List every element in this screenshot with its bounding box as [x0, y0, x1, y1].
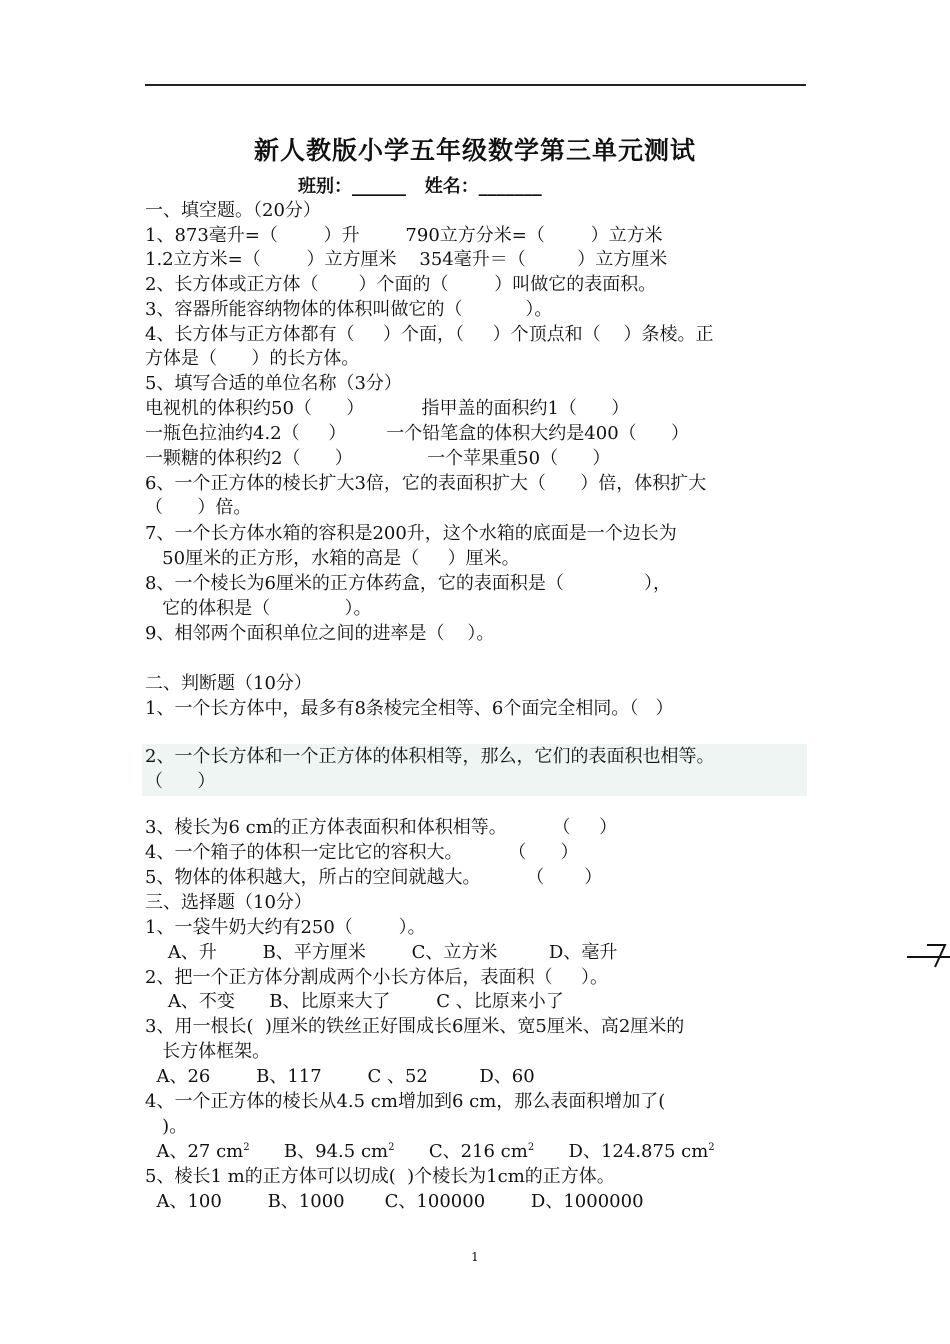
- judge-5: 5、物体的体积越大，所占的空间就越大。 （ ）: [145, 867, 603, 888]
- question-7b: 50厘米的正方形，水箱的高是（ ）厘米。: [145, 548, 520, 569]
- choice-5: 5、棱长1 m的正方体可以切成( )个棱长为1cm的正方体。: [145, 1166, 615, 1187]
- question-2: 2、长方体或正方体（ ）个面的（ ）叫做它的表面积。: [145, 274, 657, 295]
- question-1b: 1.2立方米=（ ）立方厘米 354毫升＝（ ）立方厘米: [145, 249, 668, 270]
- option-b: B、94.5 cm: [249, 1141, 389, 1162]
- choice-2-options: A、不变 B、比原来大了 C 、比原来小了: [145, 991, 564, 1012]
- superscript: 2: [388, 1142, 395, 1153]
- question-5: 5、填写合适的单位名称（3分）: [145, 373, 402, 394]
- question-8b: 它的体积是（ ）。: [145, 598, 372, 619]
- choice-4a: 4、一个正方体的棱长从4.5 cm增加到6 cm，那么表面积增加了(: [145, 1091, 666, 1112]
- choice-3-options: A、26 B、117 C 、52 D、60: [145, 1066, 535, 1087]
- question-8a: 8、一个棱长为6厘米的正方体药盒，它的表面积是（ ），: [145, 573, 672, 594]
- option-a: A、27 cm: [145, 1141, 244, 1162]
- choice-2: 2、把一个正方体分割成两个小长方体后，表面积（ ）。: [145, 967, 609, 988]
- question-5c: 一颗糖的体积约2（ ） 一个苹果重50（ ）: [145, 448, 611, 469]
- question-7a: 7、一个长方体水箱的容积是200升，这个水箱的底面是一个边长为: [145, 523, 677, 544]
- question-4a: 4、长方体与正方体都有（ ）个面，（ ）个顶点和（ ）条棱。正: [145, 324, 714, 345]
- choice-1: 1、一袋牛奶大约有250（ ）。: [145, 917, 426, 938]
- choice-4-options: [145, 1140, 715, 1164]
- class-name-line: 班别：______ 姓名：_______: [298, 176, 542, 197]
- header-rule: [145, 84, 806, 86]
- choice-5-options: A、100 B、1000 C、100000 D、1000000: [145, 1191, 644, 1212]
- choice-3b: 长方体框架。: [145, 1041, 271, 1062]
- choice-1-options: A、升 B、平方厘米 C、立方米 D、毫升: [145, 942, 618, 963]
- superscript: 2: [527, 1142, 535, 1153]
- judge-1: 1、一个长方体中，最多有8条棱完全相等、6个面完全相同。（ ）: [145, 698, 674, 719]
- superscript: 2: [243, 1142, 250, 1153]
- judge-4: 4、一个箱子的体积一定比它的容积大。 （ ）: [145, 842, 579, 863]
- choice-4b: )。: [145, 1116, 188, 1137]
- question-1a: 1、873毫升=（ ）升 790立方分米=（ ）立方米: [145, 225, 663, 246]
- question-6b: （ ）倍。: [145, 497, 252, 518]
- choice-3a: 3、用一根长( )厘米的铁丝正好围成长6厘米、宽5厘米、高2厘米的: [145, 1016, 685, 1037]
- judge-2b: （ ）: [145, 771, 216, 792]
- page-title: 新人教版小学五年级数学第三单元测试: [253, 136, 696, 165]
- page-number: 1: [471, 1250, 479, 1264]
- option-d: D、124.875 cm: [534, 1141, 709, 1162]
- question-5b: 一瓶色拉油约4.2（ ） 一个铅笔盒的体积大约是400（ ）: [145, 423, 689, 444]
- binding-mark-icon: [905, 935, 950, 975]
- question-5a: 电视机的体积约50（ ） 指甲盖的面积约1（ ）: [145, 398, 630, 419]
- question-9: 9、相邻两个面积单位之间的进率是（ ）。: [145, 623, 495, 644]
- question-6a: 6、一个正方体的棱长扩大3倍，它的表面积扩大（ ）倍，体积扩大: [145, 473, 707, 494]
- judge-2a: 2、一个长方体和一个正方体的体积相等，那么，它们的表面积也相等。: [145, 746, 715, 767]
- judge-3: 3、棱长为6 cm的正方体表面积和体积相等。 （ ）: [145, 817, 618, 838]
- superscript: 2: [708, 1142, 715, 1153]
- question-3: 3、容器所能容纳物体的体积叫做它的（ ）。: [145, 299, 553, 320]
- section-true-false: 二、判断题（10分）: [145, 673, 312, 694]
- question-4b: 方体是（ ）的长方体。: [145, 348, 360, 369]
- section-fill-blank: 一、填空题。（20分）: [145, 200, 321, 221]
- option-c: C、216 cm: [394, 1141, 528, 1162]
- section-choice: 三、选择题（10分）: [145, 892, 312, 913]
